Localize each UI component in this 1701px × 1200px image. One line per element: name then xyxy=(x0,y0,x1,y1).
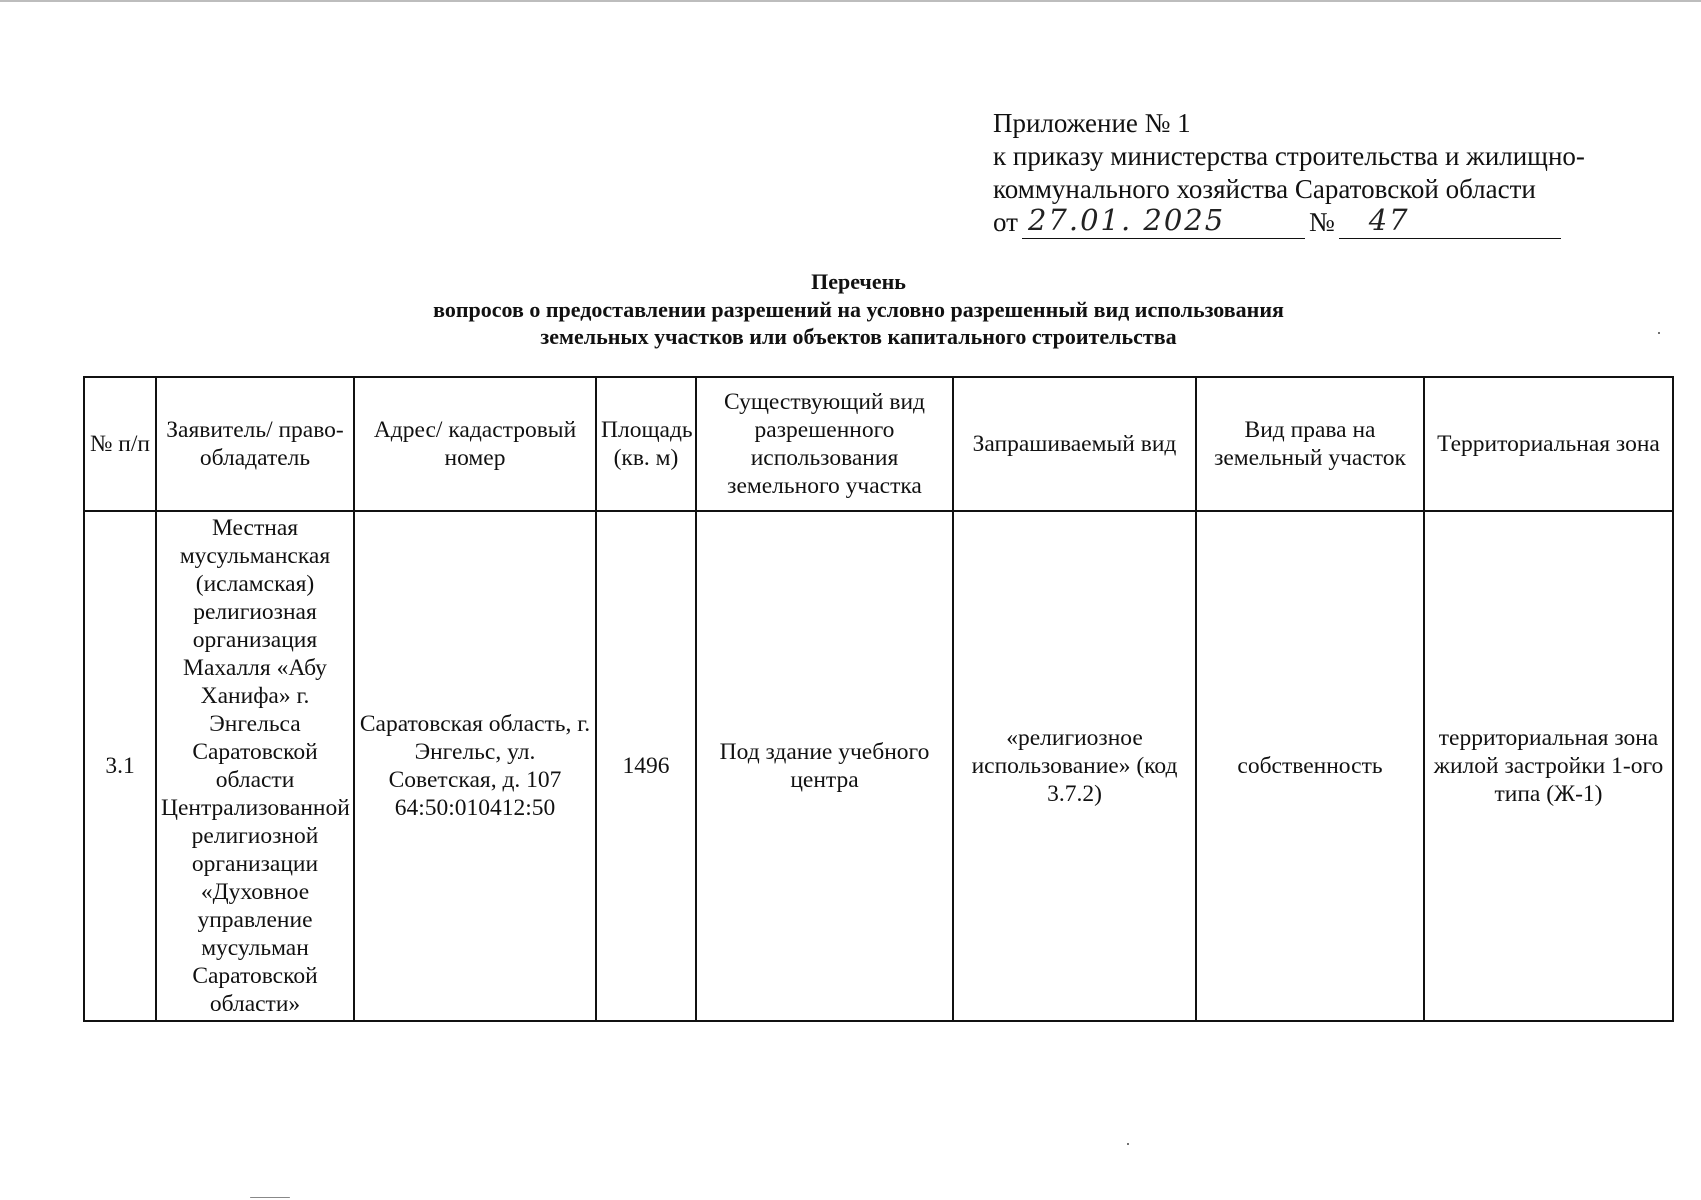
title-line-1: Перечень xyxy=(811,269,906,294)
cell-right: собственность xyxy=(1196,511,1424,1021)
header-requested-use: Запрашиваемый вид xyxy=(953,377,1196,511)
document-title xyxy=(0,268,1701,351)
cell-area: 1496 xyxy=(596,511,696,1021)
number-sign: № xyxy=(1308,207,1335,237)
annex-ministry-line: коммунального хозяйства Саратовской области xyxy=(993,174,1536,204)
header-existing-use: Существующий вид разрешенного использования земельного участка xyxy=(696,377,953,511)
table-header-row xyxy=(84,377,1673,511)
date-prefix: от xyxy=(993,207,1018,237)
cell-existing-use: Под здание учебного центра xyxy=(696,511,953,1021)
cell-applicant: Местная мусульманская (исламская) религиозная организация Махалля «Абу Ханифа» г. Энгельса Саратовской области Централизованной религиозной организации «Духовное управление мусульман Саратовской области» xyxy=(156,511,354,1021)
table-row xyxy=(84,511,1673,1021)
cell-address: Саратовская область, г. Энгельс, ул. Советская, д. 107 64:50:010412:50 xyxy=(354,511,596,1021)
number-field xyxy=(1339,203,1561,239)
cell-zone: территориальная зона жилой застройки 1-ого типа (Ж-1) xyxy=(1424,511,1673,1021)
cell-requested-use: «религиозное использование» (код 3.7.2) xyxy=(953,511,1196,1021)
header-applicant: Заявитель/ право-обладатель xyxy=(156,377,354,511)
date-field xyxy=(1022,203,1305,239)
header-address: Адрес/ кадастровый номер xyxy=(354,377,596,511)
header-number: № п/п xyxy=(84,377,156,511)
annex-date-number-row xyxy=(993,203,1653,239)
header-zone: Территориальная зона xyxy=(1424,377,1673,511)
handwritten-date: 27.01. 2025 xyxy=(1027,203,1226,237)
annex-block xyxy=(993,107,1653,239)
annex-title: Приложение № 1 xyxy=(993,108,1191,138)
scan-speck xyxy=(1658,332,1660,334)
header-area: Площадь (кв. м) xyxy=(596,377,696,511)
permits-table xyxy=(83,376,1674,1022)
header-right: Вид права на земельный участок xyxy=(1196,377,1424,511)
cell-number: 3.1 xyxy=(84,511,156,1021)
scan-edge xyxy=(0,0,1701,2)
scan-speck xyxy=(250,1197,290,1198)
annex-order-line: к приказу министерства строительства и жилищно- xyxy=(993,141,1585,171)
scan-speck xyxy=(1127,1143,1129,1145)
title-line-3: земельных участков или объектов капитального строительства xyxy=(540,324,1177,349)
title-line-2: вопросов о предоставлении разрешений на условно разрешенный вид использования xyxy=(433,296,1284,322)
handwritten-number: 47 xyxy=(1368,203,1410,237)
